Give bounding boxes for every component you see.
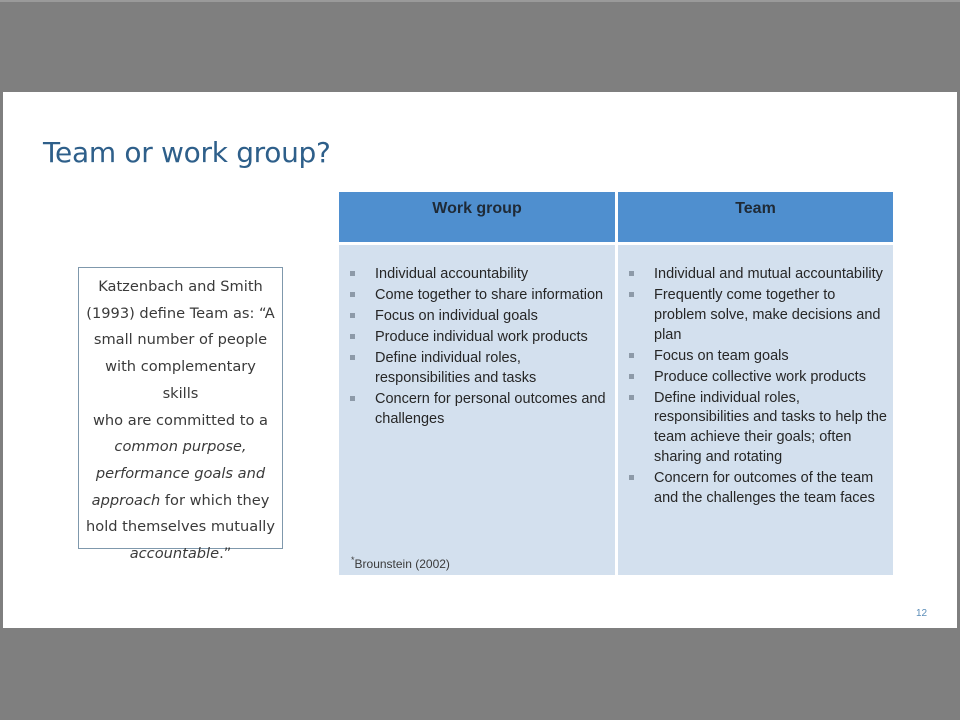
footnote	[351, 555, 450, 571]
list-item	[626, 347, 888, 367]
list-item	[626, 286, 888, 345]
quote-line	[85, 434, 276, 461]
square-bullet-icon	[629, 374, 634, 379]
list-item	[626, 469, 888, 509]
comparison-table	[339, 192, 893, 575]
quote-line: hold themselves mutually	[86, 518, 275, 536]
list-item	[347, 328, 609, 348]
list-item	[347, 265, 609, 285]
list-item	[347, 349, 609, 389]
quote-line: who are committed to a	[93, 411, 268, 429]
quote-italic: common purpose,	[114, 438, 247, 456]
footnote-text: Brounstein (2002)	[354, 557, 450, 571]
definition-quote-box	[78, 267, 283, 563]
list-item-text: Focus on individual goals	[375, 307, 538, 324]
list-item	[626, 368, 888, 388]
list-item-text: Focus on team goals	[654, 347, 789, 364]
column-divider	[615, 192, 618, 575]
list-item	[347, 390, 609, 430]
quote-line	[85, 488, 276, 515]
quote-italic: accountable	[129, 545, 220, 563]
quote-line	[85, 461, 276, 488]
work-group-cell	[339, 245, 615, 575]
square-bullet-icon	[350, 271, 355, 276]
list-item	[347, 286, 609, 306]
square-bullet-icon	[350, 313, 355, 318]
square-bullet-icon	[629, 353, 634, 358]
quote-italic: performance goals and	[95, 464, 266, 482]
list-item	[626, 389, 888, 468]
square-bullet-icon	[629, 395, 634, 400]
quote-text: .”	[219, 545, 232, 563]
bottom-letterbox	[0, 628, 960, 720]
list-item-text: Concern for outcomes of the team and the challenges the team faces	[654, 469, 875, 506]
square-bullet-icon	[350, 396, 355, 401]
team-list	[626, 265, 888, 510]
quote-line: Katzenbach and Smith	[98, 278, 263, 295]
list-item-text: Produce individual work products	[375, 328, 588, 345]
row-divider	[339, 242, 893, 245]
list-item-text: Produce collective work products	[654, 368, 866, 385]
square-bullet-icon	[629, 292, 634, 297]
square-bullet-icon	[350, 334, 355, 339]
top-letterbox	[0, 0, 960, 92]
quote-line: (1993) define Team as: “A	[86, 304, 275, 322]
footnote-mark: *	[351, 555, 355, 565]
header-work-group: Work group	[432, 200, 522, 217]
team-cell	[618, 245, 893, 575]
list-item-text: Concern for personal outcomes and challenges	[375, 390, 606, 427]
quote-line: with complementary skills	[105, 358, 256, 402]
list-item	[347, 307, 609, 327]
list-item-text: Individual accountability	[375, 266, 529, 282]
square-bullet-icon	[350, 355, 355, 360]
list-item-text: Come together to share information	[375, 286, 604, 303]
header-team: Team	[735, 200, 776, 217]
square-bullet-icon	[629, 271, 634, 276]
slide-title: Team or work group?	[43, 136, 331, 169]
quote-line: small number of people	[93, 331, 268, 349]
list-item-text: Define individual roles, responsibilities and tasks	[375, 349, 537, 386]
square-bullet-icon	[629, 475, 634, 480]
list-item-text: Individual and mutual accountability	[654, 266, 883, 282]
list-item	[626, 265, 888, 285]
list-item-text: Frequently come together to problem solve, make decisions and plan	[654, 286, 881, 343]
square-bullet-icon	[350, 292, 355, 297]
work-group-list	[347, 265, 609, 431]
quote-text: for which they	[160, 491, 270, 509]
list-item-text: Define individual roles, responsibilities and tasks to help the team achieve their goals; often sharing and rotating	[654, 389, 887, 465]
quote-line	[85, 541, 276, 568]
slide	[3, 92, 957, 628]
page-number: 12	[916, 608, 928, 619]
quote-italic: approach	[91, 491, 161, 509]
